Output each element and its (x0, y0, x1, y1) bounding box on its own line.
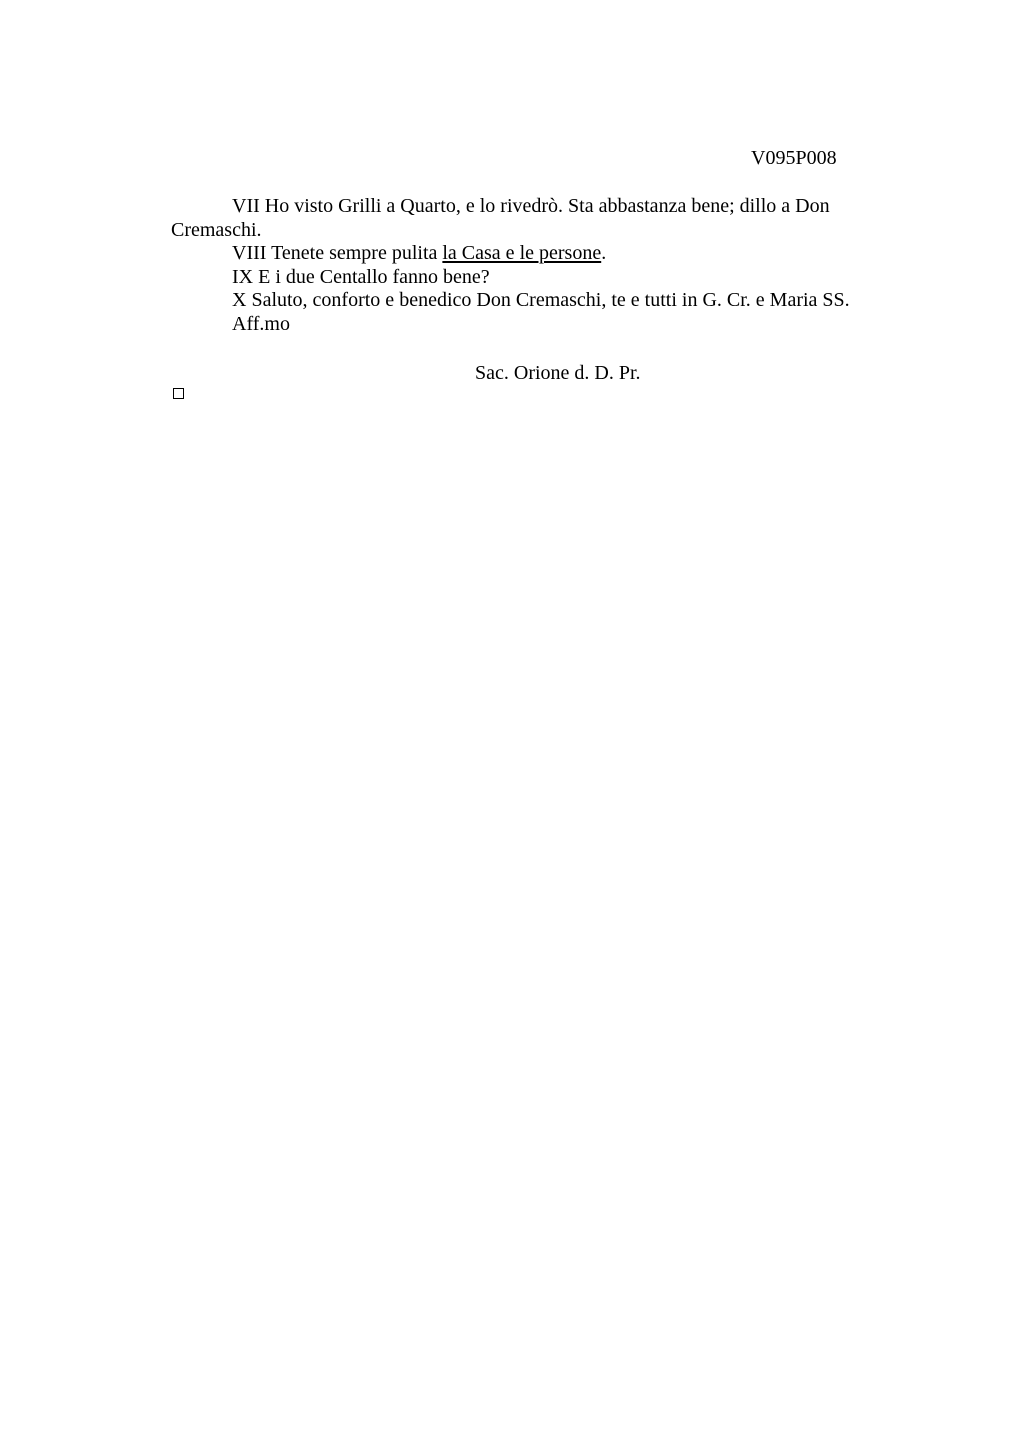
paragraph-viii-text: VIII Tenete sempre pulita (232, 242, 443, 264)
paragraph-viii-period: . (601, 242, 607, 264)
square-box-icon (173, 388, 184, 399)
letter-body (171, 195, 871, 336)
paragraph-vii: VII Ho visto Grilli a Quarto, e lo rivedrò. Sta abbastanza bene; dillo a Don Cremaschi. (171, 195, 830, 241)
paragraph-x: X Saluto, conforto e benedico Don Cremaschi, te e tutti in G. Cr. e Maria SS. (232, 289, 850, 311)
signature: Sac. Orione d. D. Pr. (475, 362, 641, 384)
page-code: V095P008 (751, 147, 837, 169)
paragraph-ix: IX E i due Centallo fanno bene? (232, 265, 490, 288)
paragraph-viii (171, 242, 871, 266)
closing-word: Aff.mo (232, 312, 290, 335)
underlined-phrase: la Casa e le persone (442, 242, 602, 264)
